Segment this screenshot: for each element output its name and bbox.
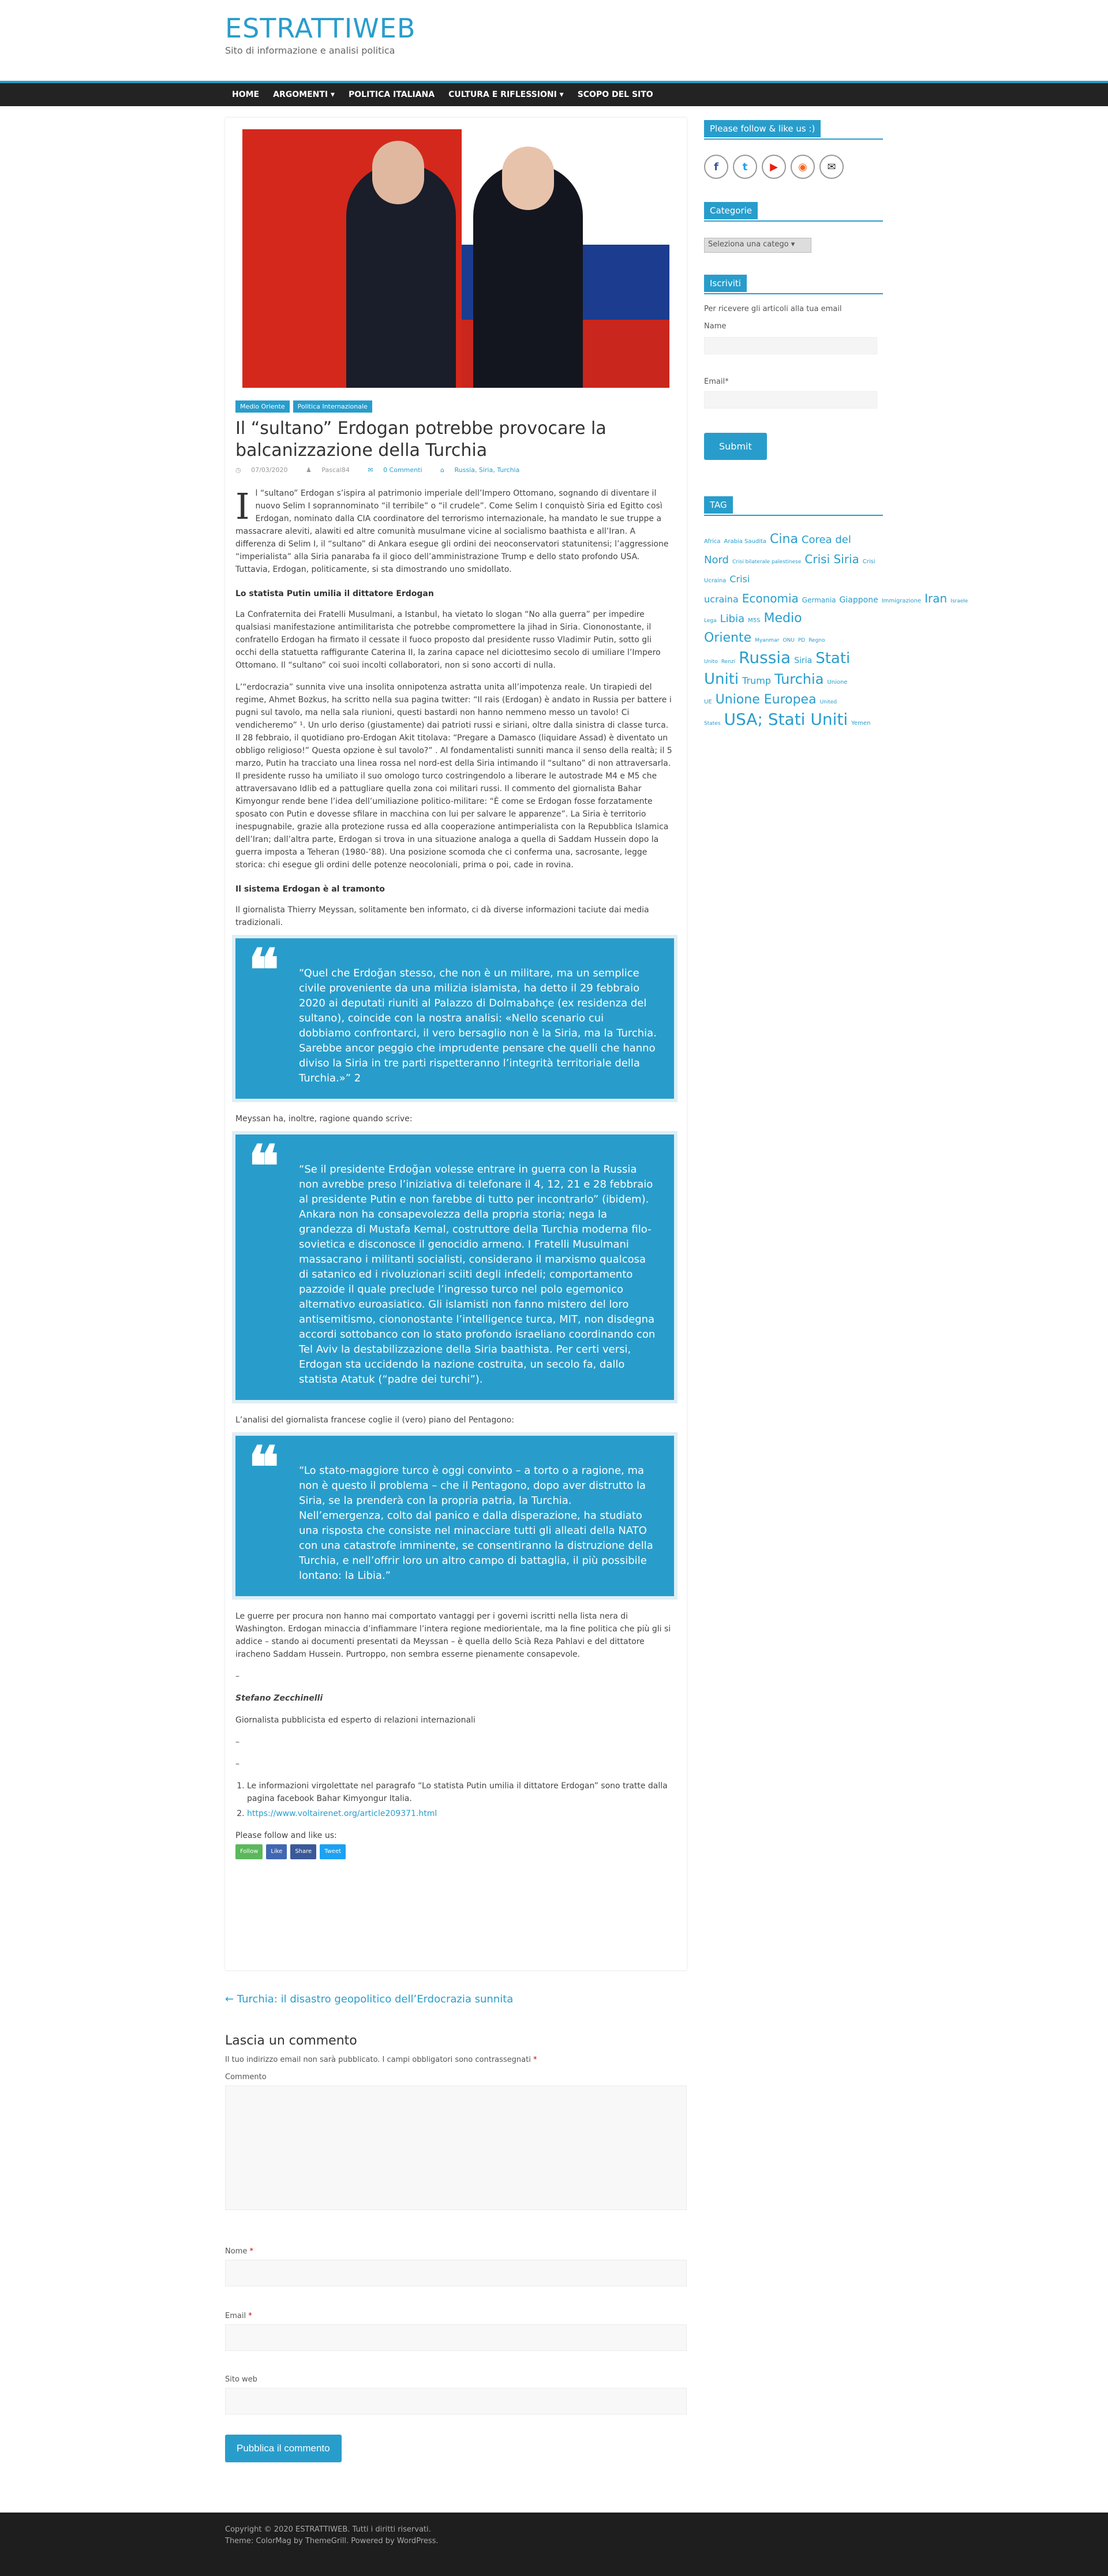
paragraph: L’“erdocrazia” sunnita vive una insolita onnipotenza astratta unita all’impotenza reale. Un tirapiedi del regime, Ahmet Bozkus, ha scritto nella sua pagina twitter: “Il rais (Erdogan) è andato in Russia per battere i pugni sul tavolo, ma nella sala riunioni, questi bastardi non hanno nemmeno messo un tavolo! Ci vendicheremo” ¹. Un urlo deriso (giustamente) dai patrioti russi e siriani, oltre dalla sinistra di classe turca. Il 28 febbraio, il quotidiano pro-Erdogan Akit titolava: “Pregare a Damasco (liquidare Assad) è diventato un obbligo religioso!” Questa opzione è sul tavolo?” . Al fondamentalisti sunniti manca il senso della realtà; il 5 marzo, Putin ha tracciato una linea rossa nel nord-est della Siria intimando il “sultano” di non attraversarla. Il presidente russo ha umiliato il suo omologo turco costringendolo a liberare le autostrade M4 e M5 che attraversavano Idlib ed a pattugliare quella zona coi militari russi. Il commento del giornalista Bahar Kimyongur rende bene l’idea dell’umiliazione politico-militare: “È come se Erdogan fosse forzatamente sposato con Putin e dovesse sfilare in macchina con lui per salvare le apparenze”. La Siria è territorio inespugnabile, grazie alla protezione russa ed alla cooperazione antimperialista con la Repubblica Islamica dell’Iran; dall’altra parte, Erdogan si trova in una situazione analoga a quella di Saddam Hussein dopo la guerra imposta a Teheran (1980-’88). Una posizione scomoda che ci conferma una, sacrosante, legge storica: chi esegue gli ordini delle potenze neocoloniali, prima o poi, cade in rovina. — [235, 683, 672, 870]
tag-link[interactable]: United States — [704, 699, 837, 727]
tag-link[interactable]: Giappone — [839, 596, 878, 605]
comment-note-text: Il tuo indirizzo email non sarà pubblicato. I campi obbligatori sono contrassegnati — [225, 2055, 531, 2064]
required-mark: * — [248, 2312, 252, 2320]
tag-link[interactable]: Cina — [770, 532, 798, 546]
footnote: 1. Le informazioni virgolettate nel paragrafo “Lo statista Putin umilia il dittatore Erdogan” sono tratte dalla pagina facebook Bahar Kimyongur Italia. — [247, 1780, 674, 1805]
dash: – — [235, 1738, 239, 1747]
select-value: Seleziona una catego — [708, 240, 789, 249]
main-nav — [0, 81, 1108, 106]
tag-link[interactable]: Yemen — [851, 720, 871, 727]
youtube-icon[interactable]: ▶ — [762, 155, 786, 179]
tag-link[interactable]: Corea del Nord — [704, 534, 851, 566]
subscribe-submit-button[interactable]: Submit — [704, 433, 767, 460]
share-button[interactable]: Share — [290, 1844, 316, 1859]
comment-textarea[interactable] — [225, 2085, 687, 2210]
name-label: Name — [704, 322, 727, 331]
tag-link[interactable]: Economia — [742, 591, 799, 605]
tag-link[interactable]: Russia — [739, 648, 791, 667]
tag-link[interactable]: Siria — [794, 656, 813, 665]
category-badge[interactable]: Politica Internazionale — [293, 400, 372, 413]
nav-item-cultura[interactable] — [448, 90, 564, 99]
comment-heading: Lascia un commento — [225, 2034, 357, 2048]
tag-link[interactable]: USA; Stati Uniti — [724, 710, 848, 729]
footer-copyright: Copyright © 2020 ESTRATTIWEB. Tutti i diritti riservati. — [225, 2525, 431, 2534]
quote-text: “Quel che Erdoğan stesso, che non è un militare, ma un semplice civile proveniente da una milizia islamista, ha detto il 29 febbraio 2020 ai deputati riuniti al Palazzo di Dolmabahçe (ex residenza del sultano), coincide con la nostra analisi: «Nello scenario cui dobbiamo confrontarci, il vero bersaglio non è la Siria, ma la Turchia. Sarebbe ancor peggio che imprudente pensare che quelli che hanno diviso la Siria in tre parti rispetteranno l’integrità territoriale della Turchia.»” 2 — [299, 967, 657, 1084]
dash: – — [235, 1759, 239, 1769]
tag-link[interactable]: Immigrazione — [881, 598, 922, 604]
social-icons — [704, 155, 844, 179]
widget-title-text: Please follow & like us :) — [704, 120, 821, 137]
tag-link[interactable]: Myanmar — [755, 638, 780, 643]
paragraph-text: l “sultano” Erdogan s’ispira al patrimonio imperiale dell’Impero Ottomano, sognando di diventare il nuovo Selim I soprannominato “il terribile” o “il crudele”. Come Selim I conquistò Siria ed Egitto così Erdogan, nominato dalla CIA coordinatore del terrorismo internazionale, ha mandato le sue truppe a massacrare aleviti, alawiti ed altre comunità musulmane vicine al socialismo baathista e all’Iran. A differenza di Selim I, il “sultano” di Ankara esegue gli ordini dei neoconservatori statunitensi; l’aggressione “imperialista” alla Siria panaraba fa il gioco dell’amministrazione Trump e dello stato profondo USA. Tuttavia, Erdogan, politicamente, si sta dimostrando uno smidollato. — [235, 489, 669, 574]
rss-icon[interactable]: ◉ — [791, 155, 815, 179]
tag-link[interactable]: Africa — [704, 538, 721, 545]
dash: – — [235, 1672, 239, 1681]
tag-link[interactable]: Turchia — [774, 671, 824, 687]
email-field[interactable] — [225, 2324, 687, 2351]
comments-link[interactable] — [368, 466, 430, 474]
subscribe-name-field[interactable] — [704, 337, 877, 354]
categories-select[interactable] — [704, 238, 811, 253]
paragraph: Meyssan ha, inoltre, ragione quando scrive: — [235, 1114, 413, 1124]
tag-cloud — [704, 531, 968, 732]
tag-link[interactable]: Iran — [924, 591, 948, 605]
blockquote — [235, 938, 674, 1099]
twitter-icon[interactable]: t — [733, 155, 757, 179]
facebook-icon[interactable]: f — [704, 155, 728, 179]
tag-link[interactable]: ONU — [783, 638, 795, 643]
tag-link[interactable]: Germania — [802, 596, 836, 604]
chevron-down-icon: ▾ — [559, 90, 564, 99]
widget-title — [704, 120, 883, 140]
tags-link[interactable] — [440, 466, 527, 474]
tag-link[interactable]: Crisi bilaterale palestinese — [732, 559, 802, 565]
article — [225, 118, 687, 1970]
comments-text: 0 Commenti — [383, 466, 422, 474]
author-text: Pascal84 — [321, 466, 350, 474]
paragraph: L’analisi del giornalista francese coglie il (vero) piano del Pentagono: — [235, 1416, 514, 1425]
paragraph: Il giornalista Thierry Meyssan, solitamente ben informato, ci dà diverse informazioni taciute dai media tradizionali. — [235, 905, 649, 927]
tag-link[interactable]: Medio Oriente — [704, 611, 802, 645]
nav-item-scopo[interactable]: SCOPO DEL SITO — [577, 90, 653, 99]
tag-link[interactable]: Crisi Siria — [804, 552, 859, 566]
footer-theme: Theme: ColorMag by ThemeGrill. Powered by WordPress. — [225, 2537, 439, 2545]
tag-link[interactable]: Israele Lega — [704, 598, 968, 624]
tag-link[interactable]: PD — [798, 638, 806, 643]
intro-paragraph — [235, 487, 674, 576]
quote-icon: ❝ — [248, 1132, 279, 1200]
article-title: Il “sultano” Erdogan potrebbe provocare la balcanizzazione della Turchia — [235, 418, 607, 460]
social-buttons — [235, 1844, 674, 1859]
prev-post-link[interactable]: ← Turchia: il disastro geopolitico dell’Erdocrazia sunnita — [225, 1993, 514, 2005]
subscribe-email-field[interactable] — [704, 391, 877, 409]
footer — [0, 2513, 1108, 2576]
name-label — [225, 2247, 253, 2256]
name-field[interactable] — [225, 2260, 687, 2286]
follow-label: Please follow and like us: — [235, 1831, 337, 1840]
tag-link[interactable]: Regno Unito — [704, 638, 825, 665]
tag-link[interactable]: Trump — [742, 675, 772, 686]
widget-title — [704, 202, 883, 222]
paragraph: Le guerre per procura non hanno mai comportato vantaggi per i governi iscritti nella lista nera di Washington. Erdogan minaccia d’infiammare l’intera regione mediorientale, ma la fine politica che più gli si addice – stando ai documenti presentati da Meyssan – è quella dello Scià Reza Pahlavi e del dittatore iracheno Saddam Hussein. Purtroppo, non sembra esserne pienamente consapevole. — [235, 1612, 671, 1659]
article-meta — [235, 466, 536, 474]
paragraph: La Confraternita dei Fratelli Musulmani, a Istanbul, ha vietato lo slogan “No alla guerra” per impedire qualsiasi manifestazione antimilitarista che potrebbe compromettere la jihad in Siria. Ciononostante, il confratello Erdogan ha firmato il cessate il fuoco proposto dal presidente russo Vladimir Putin, sotto gli occhi della statuetta raffigurante Caterina II, la zarina capace nel diciottesimo secolo di umiliare l’Impero Ottomano. Il “sultano” coi suoi incolti collaboratori, non si sono accorti di nulla. — [235, 610, 661, 670]
blockquote — [235, 1433, 674, 1596]
submit-comment-button[interactable]: Pubblica il commento — [225, 2435, 342, 2462]
website-field[interactable] — [225, 2388, 687, 2414]
tag-link[interactable]: Crisi Ucraina — [704, 559, 875, 584]
tag-link[interactable]: Arabia Saudita — [724, 538, 767, 545]
website-label: Sito web — [225, 2375, 257, 2384]
widget-title — [704, 496, 883, 516]
clock-icon: ◷ — [235, 466, 241, 474]
chevron-down-icon: ▾ — [330, 90, 335, 99]
category-badges — [235, 400, 372, 413]
tags-text: Russia, Siria, Turchia — [454, 466, 520, 474]
email-icon[interactable]: ✉ — [819, 155, 844, 179]
required-mark: * — [249, 2247, 253, 2256]
widget-title-text: TAG — [704, 496, 733, 514]
person-head — [372, 141, 424, 204]
author[interactable] — [306, 466, 358, 474]
like-button[interactable]: Like — [266, 1844, 287, 1859]
nav-item-label: CULTURA E RIFLESSIONI — [448, 90, 557, 99]
widget-title-text: Categorie — [704, 202, 758, 219]
follow-button[interactable]: Follow — [235, 1844, 263, 1859]
nav-item-label: ARGOMENTI — [273, 90, 328, 99]
comment-icon: ✉ — [368, 466, 373, 474]
tag-link[interactable]: Libia — [720, 613, 745, 625]
subscribe-text: Per ricevere gli articoli alla tua email — [704, 305, 842, 313]
quote-icon: ❝ — [248, 936, 279, 1004]
date-text: 07/03/2020 — [251, 466, 288, 474]
dropcap: I — [235, 485, 250, 527]
comment-note — [225, 2055, 537, 2064]
tag-icon: ⌂ — [440, 466, 444, 474]
site-header — [0, 0, 1108, 81]
nav-item-politica-italiana[interactable]: POLITICA ITALIANA — [349, 90, 435, 99]
quote-text: “Lo stato-maggiore turco è oggi convinto – a torto o a ragione, ma non è questo il problema – che il Pentagono, dopo aver distrutto la Siria, se la prenderà con la propria patria, la Turchia. Nell’emergenza, colto dal panico e dalla disperazione, ha studiato una risposta che consiste nel minacciare tutti gli alleati della NATO con una catastrofe imminente, se consentiranno la distruzione della Turchia, e nell’offrir loro un altro campo di battaglia, il più possibile lontano: la Libia.” — [299, 1465, 653, 1582]
featured-image — [242, 129, 669, 388]
widget-title-text: Iscriviti — [704, 275, 747, 292]
category-badge[interactable]: Medio Oriente — [235, 400, 290, 413]
tag-link[interactable]: Crisi ucraina — [704, 574, 750, 605]
tag-link[interactable]: Unione UE — [704, 679, 848, 705]
required-mark: * — [533, 2055, 537, 2064]
section-heading: Lo statista Putin umilia il dittatore Erdogan — [235, 589, 434, 598]
chevron-down-icon: ▾ — [791, 240, 795, 249]
site-title[interactable]: ESTRATTIWEB — [225, 13, 416, 44]
nav-item-argomenti[interactable] — [273, 90, 335, 99]
email-label: Email* — [704, 377, 729, 386]
widget-title — [704, 275, 883, 294]
label-text: Nome — [225, 2247, 248, 2256]
section-heading: Il sistema Erdogan è al tramonto — [235, 885, 385, 894]
email-label — [225, 2312, 252, 2320]
quote-text: “Se il presidente Erdoğan volesse entrare in guerra con la Russia non avrebbe preso l’iniziativa di telefonare il 4, 12, 21 e 28 febbraio al presidente Putin e non farebbe di tutto per incontrarlo” (ibidem). Ankara non ha consapevolezza della propria storia; nega la grandezza di Mustafa Kemal, costruttore della Turchia moderna filo-sovietica e disconosce il genocidio armeno. I Fratelli Musulmani massacrano i militanti socialisti, considerano il marxismo qualcosa di satanico ed i rivoluzionari sciiti degli infedeli; comportamento pazzoide il quale preclude l’ingresso turco nel polo egemonico alternativo euroasiatico. Gli islamisti non fanno mistero del loro antisemitismo, ciononostante l’intelligence turca, MIT, non disdegna accordi sottobanco con lo stato profondo israeliano coordinando con Tel Aviv la destabilizzazione della Siria baathista. Per certi versi, Erdogan sta uccidendo la nazione costruita, un secolo fa, dallo statista Atatuk (“padre dei turchi”). — [299, 1163, 656, 1386]
site-description: Sito di informazione e analisi politica — [225, 45, 395, 56]
date[interactable] — [235, 466, 296, 474]
nav-item-home[interactable]: HOME — [232, 90, 260, 99]
label-text: Email — [225, 2312, 246, 2320]
tweet-button[interactable]: Tweet — [320, 1844, 346, 1859]
user-icon: ♟ — [306, 466, 312, 474]
tag-link[interactable]: Stati Uniti — [704, 650, 851, 688]
footnote-link[interactable]: https://www.voltairenet.org/article209371.html — [247, 1809, 437, 1818]
tag-link[interactable]: M5S — [748, 617, 761, 624]
footnotes — [247, 1780, 674, 1820]
comment-label: Commento — [225, 2073, 267, 2081]
tag-link[interactable]: Unione Europea — [715, 692, 817, 707]
signature: Stefano Zecchinelli — [235, 1694, 323, 1703]
person-head — [502, 147, 554, 210]
article-body — [235, 487, 674, 1859]
footnote — [247, 1807, 674, 1820]
main-area — [225, 106, 968, 2513]
tag-link[interactable]: Renzi — [721, 659, 736, 665]
blockquote — [235, 1132, 674, 1400]
signature-role: Giornalista pubblicista ed esperto di relazioni internazionali — [235, 1716, 476, 1725]
quote-icon: ❝ — [248, 1433, 279, 1502]
